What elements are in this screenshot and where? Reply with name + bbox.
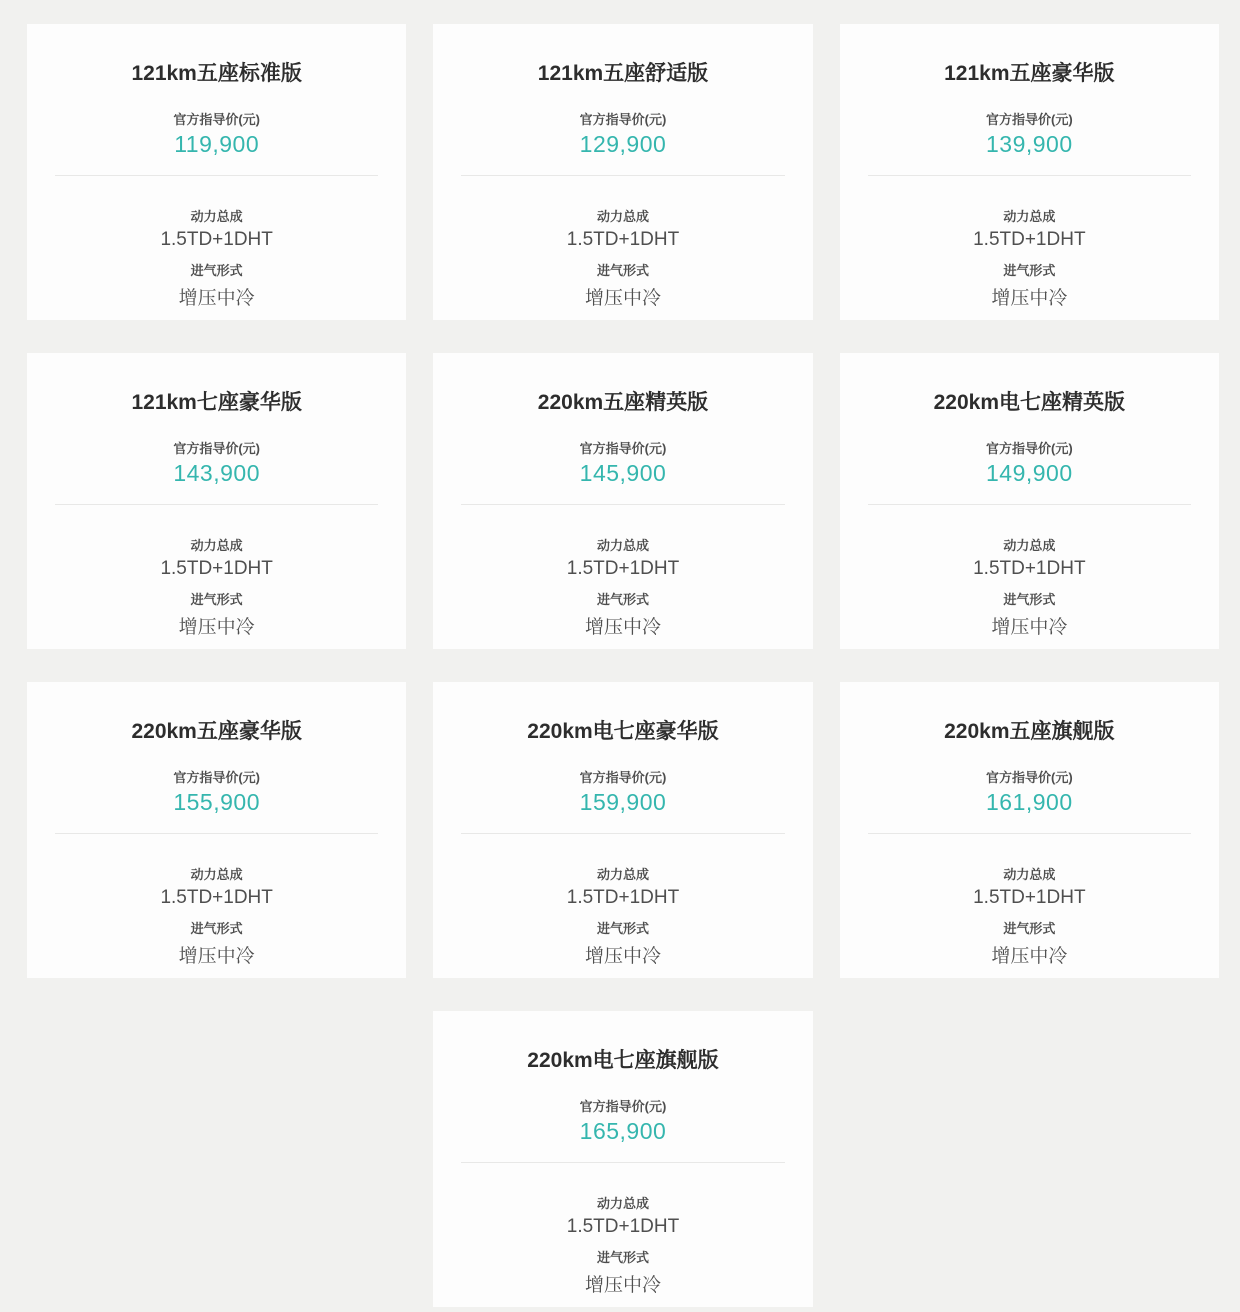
trim-card[interactable]	[840, 682, 1219, 978]
powertrain-value: 1.5TD+1DHT	[160, 558, 273, 580]
powertrain-label: 动力总成	[1003, 867, 1056, 883]
trim-card[interactable]	[840, 353, 1219, 649]
spec-list	[433, 206, 812, 310]
price-label: 官方指导价(元)	[579, 441, 667, 457]
powertrain-label: 动力总成	[1003, 209, 1056, 225]
intake-label: 进气形式	[190, 592, 243, 608]
powertrain-spec	[27, 535, 406, 580]
price-label: 官方指导价(元)	[579, 770, 667, 786]
intake-spec	[433, 260, 812, 310]
intake-value: 增压中冷	[178, 288, 255, 310]
intake-label: 进气形式	[1003, 921, 1056, 937]
powertrain-spec	[27, 206, 406, 251]
powertrain-label: 动力总成	[596, 538, 649, 554]
powertrain-value: 1.5TD+1DHT	[973, 558, 1086, 580]
intake-label: 进气形式	[1003, 592, 1056, 608]
spec-list	[840, 535, 1219, 639]
intake-value: 增压中冷	[991, 288, 1068, 310]
price-value: 129,900	[579, 131, 667, 158]
trim-card[interactable]	[433, 353, 812, 649]
intake-value: 增压中冷	[991, 946, 1068, 968]
spec-list	[27, 535, 406, 639]
spec-list	[433, 1193, 812, 1297]
price-label: 官方指导价(元)	[173, 770, 260, 786]
powertrain-value: 1.5TD+1DHT	[160, 229, 273, 251]
powertrain-label: 动力总成	[1003, 538, 1056, 554]
powertrain-spec	[433, 864, 812, 909]
spec-list	[840, 864, 1219, 968]
price-block	[433, 1096, 812, 1145]
divider	[55, 833, 378, 834]
powertrain-label: 动力总成	[596, 1196, 649, 1212]
trim-title: 220km电七座豪华版	[527, 720, 719, 743]
powertrain-value: 1.5TD+1DHT	[566, 1216, 680, 1238]
price-block	[27, 767, 406, 816]
intake-label: 进气形式	[1003, 263, 1056, 279]
trim-title: 121km五座舒适版	[537, 62, 709, 85]
intake-spec	[840, 918, 1219, 968]
trim-title: 220km电七座精英版	[933, 391, 1126, 414]
powertrain-label: 动力总成	[596, 209, 649, 225]
price-label: 官方指导价(元)	[173, 441, 260, 457]
intake-spec	[27, 260, 406, 310]
powertrain-spec	[433, 535, 812, 580]
intake-spec	[27, 589, 406, 639]
price-label: 官方指导价(元)	[579, 1099, 667, 1115]
trim-card[interactable]	[27, 682, 406, 978]
trim-card[interactable]	[840, 24, 1219, 320]
powertrain-value: 1.5TD+1DHT	[973, 887, 1086, 909]
price-value: 139,900	[986, 131, 1073, 158]
trim-title: 121km五座豪华版	[944, 62, 1115, 85]
price-block	[433, 109, 812, 158]
divider	[461, 833, 784, 834]
trim-title: 220km五座精英版	[537, 391, 709, 414]
powertrain-label: 动力总成	[190, 209, 243, 225]
price-block	[433, 767, 812, 816]
intake-spec	[840, 589, 1219, 639]
powertrain-spec	[840, 535, 1219, 580]
price-value: 149,900	[986, 460, 1073, 487]
trim-title: 121km七座豪华版	[131, 391, 302, 414]
powertrain-spec	[840, 206, 1219, 251]
spec-list	[433, 535, 812, 639]
powertrain-value: 1.5TD+1DHT	[160, 887, 273, 909]
trim-title: 220km五座旗舰版	[944, 720, 1115, 743]
spec-list	[27, 864, 406, 968]
intake-spec	[433, 589, 812, 639]
intake-value: 增压中冷	[178, 946, 255, 968]
trim-card[interactable]	[433, 24, 812, 320]
intake-label: 进气形式	[596, 263, 649, 279]
price-block	[27, 438, 406, 487]
price-value: 159,900	[579, 789, 667, 816]
intake-label: 进气形式	[596, 1250, 649, 1266]
intake-label: 进气形式	[190, 921, 243, 937]
price-value: 145,900	[579, 460, 667, 487]
divider	[461, 1162, 784, 1163]
intake-value: 增压中冷	[584, 288, 661, 310]
trim-card[interactable]	[433, 682, 812, 978]
trim-card[interactable]	[433, 1011, 812, 1307]
powertrain-spec	[433, 1193, 812, 1238]
intake-label: 进气形式	[190, 263, 243, 279]
trim-title: 121km五座标准版	[131, 62, 302, 85]
spec-list	[433, 864, 812, 968]
price-value: 165,900	[579, 1118, 667, 1145]
divider	[461, 175, 784, 176]
price-label: 官方指导价(元)	[579, 112, 667, 128]
trim-title: 220km五座豪华版	[131, 720, 302, 743]
powertrain-spec	[433, 206, 812, 251]
price-block	[840, 109, 1219, 158]
powertrain-value: 1.5TD+1DHT	[566, 887, 680, 909]
price-value: 143,900	[173, 460, 260, 487]
powertrain-value: 1.5TD+1DHT	[566, 558, 680, 580]
powertrain-value: 1.5TD+1DHT	[973, 229, 1086, 251]
price-label: 官方指导价(元)	[985, 112, 1073, 128]
price-value: 161,900	[986, 789, 1073, 816]
price-value: 155,900	[173, 789, 260, 816]
intake-label: 进气形式	[596, 921, 649, 937]
trim-card[interactable]	[27, 24, 406, 320]
price-value: 119,900	[174, 131, 260, 158]
price-label: 官方指导价(元)	[173, 112, 260, 128]
powertrain-label: 动力总成	[596, 867, 649, 883]
price-block	[27, 109, 406, 158]
intake-label: 进气形式	[596, 592, 649, 608]
trim-card[interactable]	[27, 353, 406, 649]
intake-spec	[433, 1247, 812, 1297]
spec-list	[27, 206, 406, 310]
trim-title: 220km电七座旗舰版	[527, 1049, 719, 1072]
intake-value: 增压中冷	[584, 617, 661, 639]
intake-value: 增压中冷	[584, 946, 661, 968]
intake-spec	[433, 918, 812, 968]
powertrain-value: 1.5TD+1DHT	[566, 229, 680, 251]
divider	[868, 504, 1191, 505]
powertrain-spec	[840, 864, 1219, 909]
intake-value: 增压中冷	[584, 1275, 661, 1297]
price-label: 官方指导价(元)	[985, 770, 1073, 786]
divider	[868, 175, 1191, 176]
powertrain-label: 动力总成	[190, 538, 243, 554]
intake-value: 增压中冷	[178, 617, 255, 639]
trim-card-grid	[27, 24, 1219, 1307]
divider	[55, 175, 378, 176]
intake-value: 增压中冷	[991, 617, 1068, 639]
price-label: 官方指导价(元)	[985, 441, 1073, 457]
price-block	[840, 767, 1219, 816]
divider	[55, 504, 378, 505]
powertrain-spec	[27, 864, 406, 909]
price-block	[840, 438, 1219, 487]
divider	[868, 833, 1191, 834]
powertrain-label: 动力总成	[190, 867, 243, 883]
intake-spec	[27, 918, 406, 968]
divider	[461, 504, 784, 505]
spec-list	[840, 206, 1219, 310]
price-block	[433, 438, 812, 487]
intake-spec	[840, 260, 1219, 310]
